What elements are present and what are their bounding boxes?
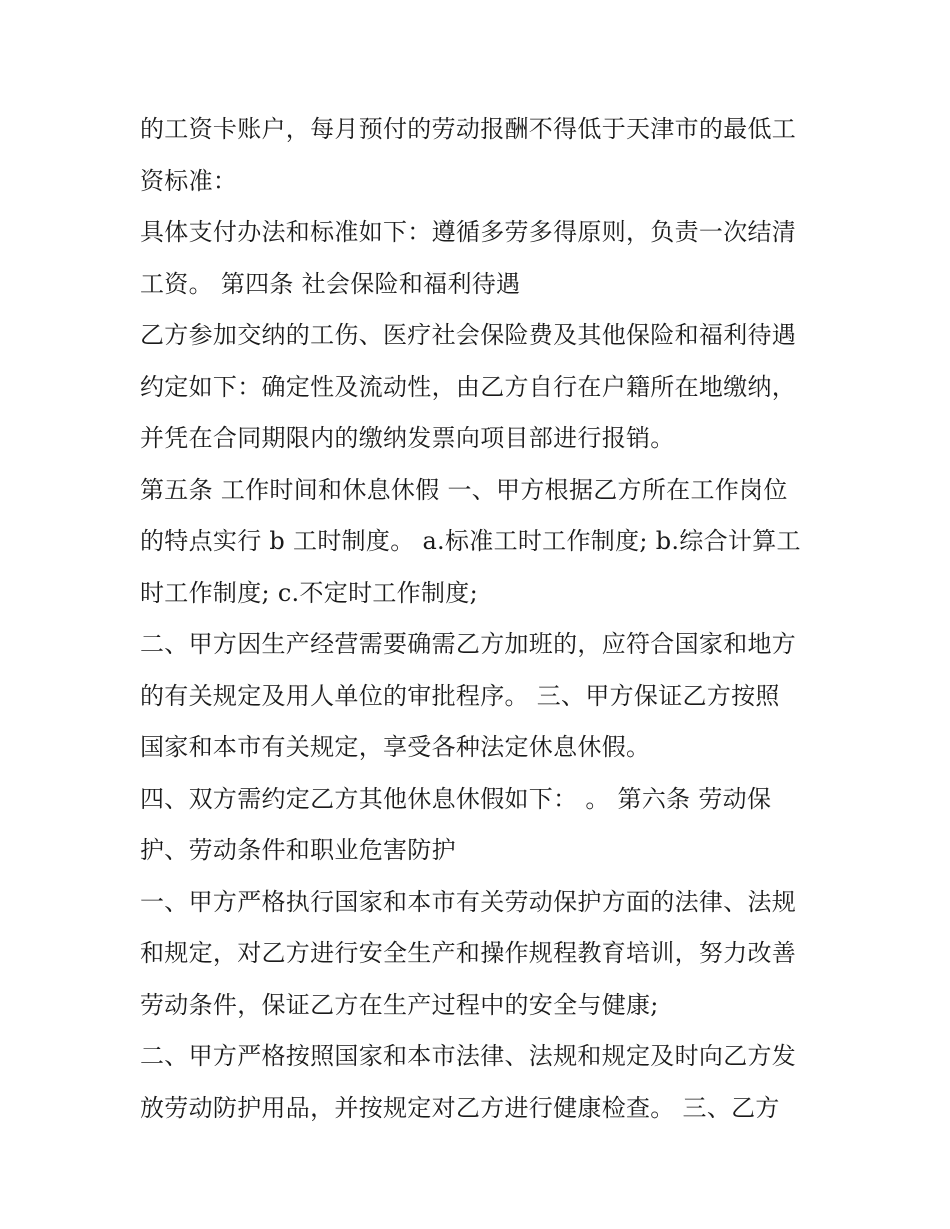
text-line: 并凭在合同期限内的缴纳发票向项目部进行报销。 [140,424,675,452]
text-line: 放劳动防护用品，并按规定对乙方进行健康检查。 三、乙方 [140,1093,780,1122]
text-line: 二、甲方严格按照国家和本市法律、法规和规定及时向乙方发 [140,1042,797,1070]
document-body [140,104,820,1134]
text-line: 一、甲方严格执行国家和本市有关劳动保护方面的法律、法规 [140,887,797,916]
text-line: 具体支付办法和标准如下：遵循多劳多得原则，负责一次结清 [140,218,797,246]
text-line: 二、甲方因生产经营需要确需乙方加班的，应符合国家和地方 [140,630,797,658]
text-line: 资标准： [140,166,238,195]
text-line: 约定如下：确定性及流动性，由乙方自行在户籍所在地缴纳， [140,372,797,401]
text-line: 的特点实行 b 工时制度。 a.标准工时工作制度; b.综合计算工 [140,527,801,555]
text-line: 第五条 工作时间和休息休假 一、甲方根据乙方所在工作岗位 [140,475,788,504]
text-line: 工资。 第四条 社会保险和福利待遇 [140,269,521,298]
text-line: 时工作制度; c.不定时工作制度; [140,578,478,607]
text-line: 的工资卡账户，每月预付的劳动报酬不得低于天津市的最低工 [140,115,797,143]
text-line: 的有关规定及用人单位的审批程序。 三、甲方保证乙方按照 [140,681,780,710]
text-line: 劳动条件，保证乙方在生产过程中的安全与健康; [140,990,659,1019]
text-line: 乙方参加交纳的工伤、医疗社会保险费及其他保险和福利待遇 [140,321,797,349]
text-line: 四、双方需约定乙方其他休息休假如下： 。 第六条 劳动保 [140,784,772,813]
text-line: 护、劳动条件和职业危害防护 [140,836,456,864]
text-line: 和规定，对乙方进行安全生产和操作规程教育培训，努力改善 [140,939,797,967]
text-line: 国家和本市有关规定，享受各种法定休息休假。 [140,733,651,761]
